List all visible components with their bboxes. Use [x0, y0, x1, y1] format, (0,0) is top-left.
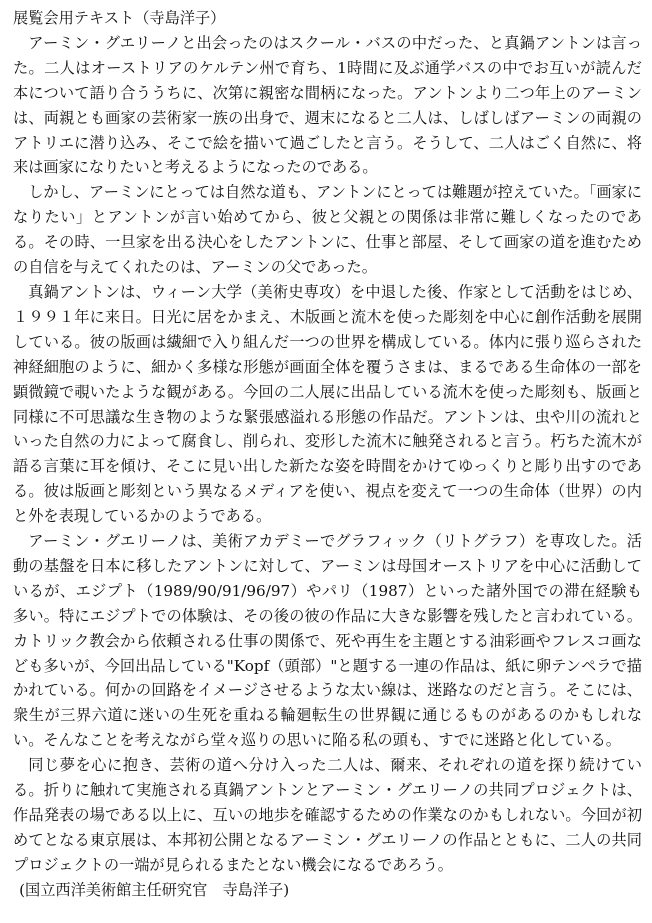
paragraph-3: 真鍋アントンは、ウィーン大学（美術史専攻）を中退した後、作家として活動をはじめ、１９９１年に来日。日光に居をかまえ、木版画と流木を使った彫刻を中心に創作活動を展開している。彼の版画は繊細で入り組んだ一つの世界を構成している。体内に張り巡らされた神経細胞のように、細かく多様な形態が画面全体を覆うさまは、まるである生命体の一部を顕微鏡で覗いたような観がある。今回の二人展に出品している流木を使った彫刻も、版画と同様に不可思議な生き物のような緊張感溢れる形態の作品だ。アントンは、虫や川の流れといった自然の力によって腐食し、削られ、変形した流木に触発されると言う。朽ちた流木が語る言葉に耳を傾け、そこに見い出した新たな姿を時間をかけてゆっくりと彫り出すのである。彼は版画と彫刻という異なるメディアを使い、視点を変えて一つの生命体（世界）の内と外を表現しているかのようである。 [13, 282, 642, 526]
paragraph-5: 同じ夢を心に抱き、芸術の道へ分け入った二人は、爾来、それぞれの道を探り続けている。折りに触れて実施される真鍋アントンとアーミン・グエリーノの共同プロジェクトは、作品発表の場である以上に、互いの地歩を確認するための作業なのかもしれない。今回が初めてとなる東京展は、本邦初公開となるアーミン・グエリーノの作品とともに、二人の共同プロジェクトの一端が見られるまたとない機会になるであろう。 [13, 756, 642, 874]
document-title: 展覧会用テキスト（寺島洋子） [13, 9, 226, 27]
paragraph-4: アーミン・グエリーノは、美術アカデミーでグラフィック（リトグラフ）を専攻した。活動の基盤を日本に移したアントンに対して、アーミンは母国オーストリアを中心に活動しているが、エジプト（1989/90/91/96/97）やパリ（1987）といった諸外国での滞在経験も多い。特にエジプトでの体験は、その後の彼の作品に大きな影響を残したと言われている。カトリック教会から依頼される仕事の関係で、死や再生を主題とする油彩画やフレスコ画なども多いが、今回出品している"Kopf（頭部）"と題する一連の作品は、紙に卵テンペラで描かれている。何かの回路をイメージさせるような太い線は、迷路なのだと言う。そこには、衆生が三界六道に迷いの生死を重ねる輪廻転生の世界観に通じるものがあるのかもしれない。そんなことを考えながら堂々巡りの思いに陥る私の頭も、すでに迷路と化している。 [13, 532, 642, 750]
paragraph-1: アーミン・グエリーノと出会ったのはスクール・バスの中だった、と真鍋アントンは言った。二人はオーストリアのケルテン州で育ち、1時間に及ぶ通学バスの中でお互いが読んだ本について語り合ううちに、次第に親密な間柄になった。アントンより二つ年上のアーミンは、両親とも画家の芸術家一族の出身で、週末になると二人は、しばしばアーミンの両親のアトリエに潜り込み、そこで絵を描いて過ごしたと言う。そうして、二人はごく自然に、将来は画家になりたいと考えるようになったのである。 [13, 33, 642, 177]
author-signature: (国立西洋美術館主任研究官 寺島洋子) [19, 880, 290, 899]
paragraph-2: しかし、アーミンにとっては自然な道も、アントンにとっては難題が控えていた。「画家になりたい」とアントンが言い始めてから、彼と父親との関係は非常に難しくなったのである。その時、一旦家を出る決心をしたアントンに、仕事と部屋、そして画家の道を進むための自信を与えてくれたのは、アーミンの父であった。 [13, 183, 642, 277]
